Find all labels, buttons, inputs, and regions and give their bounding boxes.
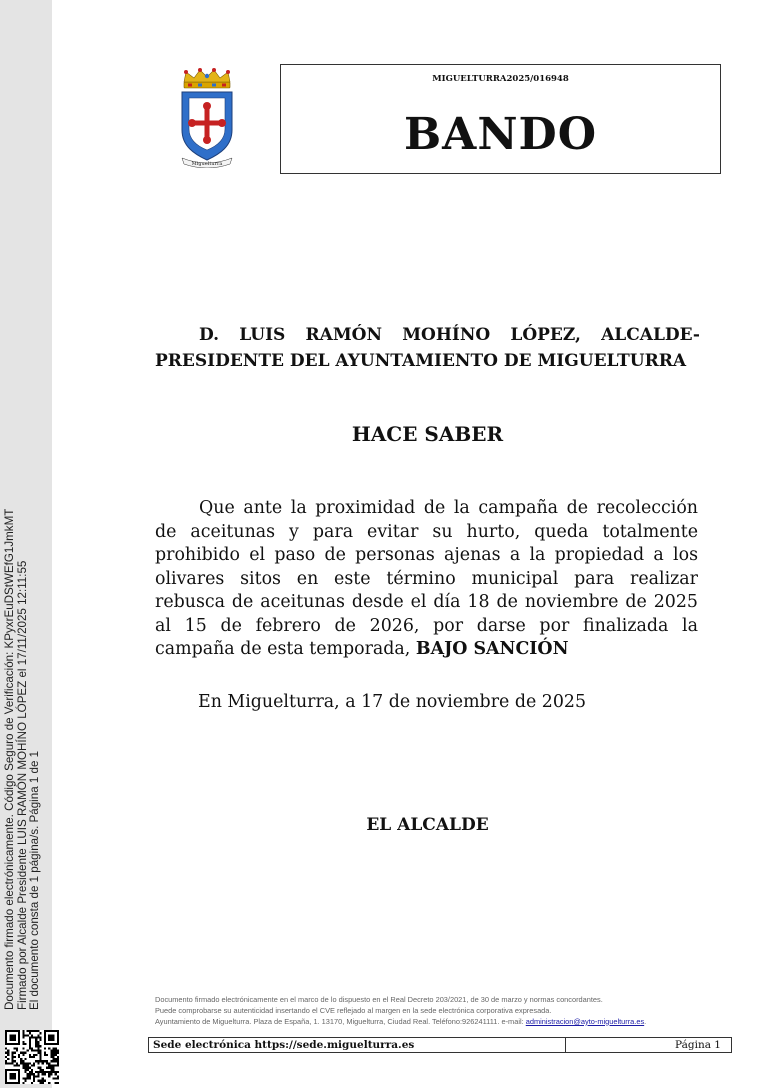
footer-note-line-2: Puede comprobarse su autenticidad insertando el CVE reflejado al margen en la sede electrónica corporativa expresada. bbox=[155, 1005, 552, 1015]
footer-note-end: . bbox=[644, 1016, 647, 1026]
footer-bar bbox=[148, 1037, 732, 1053]
page-title: BANDO bbox=[403, 109, 598, 160]
author-line: D. LUIS RAMÓN MOHÍNO LÓPEZ, ALCALDE-PRESIDENTE DEL AYUNTAMIENTO DE MIGUELTURRA bbox=[155, 325, 700, 371]
signature-notice bbox=[4, 410, 42, 1010]
decree-text: Que ante la proximidad de la campaña de recolección de aceitunas y para evitar su hurto, queda totalmente prohibido el paso de personas ajenas a la propiedad a los olivares sitos en este término municipal para realizar rebusca de aceitunas desde el día 18 de noviembre de 2025 al 15 de febrero de 2026, por darse por finalizada la campaña de esta temporada, bbox=[155, 498, 698, 659]
footer-divider bbox=[565, 1038, 566, 1052]
footer-note-line-3 bbox=[155, 1017, 725, 1028]
announcement-heading: HACE SABER bbox=[351, 422, 504, 446]
signature-line-csv: Documento firmado electrónicamente. Código Seguro de Verificación: KPyxrEuDStWEfG1JmkMT bbox=[3, 508, 16, 1010]
signature-line-signer: Firmado por Alcalde Presidente LUIS RAMÓN MOHÍNO LÓPEZ el 17/11/2025 12:11:55 bbox=[15, 560, 29, 1010]
signature-sidebar bbox=[0, 0, 52, 1088]
footer-note-line-1: Documento firmado electrónicamente en el marco de lo dispuesto en el Real Decreto 203/2021, de 30 de marzo y normas concordantes. bbox=[155, 995, 603, 1004]
page-number: Página 1 bbox=[675, 1039, 721, 1051]
sede-electronica-label: Sede electrónica https://sede.miguelturra.es bbox=[153, 1039, 415, 1051]
header-box bbox=[280, 64, 721, 174]
signature-line-pages: El documento consta de 1 página/s. Página 1 de 1 bbox=[28, 750, 42, 1010]
decree-paragraph bbox=[155, 497, 698, 662]
footer-address: Ayuntamiento de Miguelturra. Plaza de España, 1. 13170, Miguelturra, Ciudad Real. Teléfono:926241111. e-mail: bbox=[155, 1016, 524, 1026]
footer-legal-note bbox=[155, 995, 725, 1027]
crest-caption: Miguelturra bbox=[191, 161, 223, 167]
decree-emphasis: BAJO SANCIÓN bbox=[415, 639, 569, 659]
signer-title: EL ALCALDE bbox=[366, 815, 489, 835]
qr-code-icon bbox=[5, 1030, 59, 1084]
document-reference: MIGUELTURRA2025/016948 bbox=[432, 74, 569, 84]
place-and-date: En Miguelturra, a 17 de noviembre de 2025 bbox=[198, 692, 587, 712]
city-crest-icon bbox=[176, 68, 238, 168]
footer-email-link[interactable]: administracion@ayto-miguelturra.es bbox=[525, 1016, 645, 1026]
